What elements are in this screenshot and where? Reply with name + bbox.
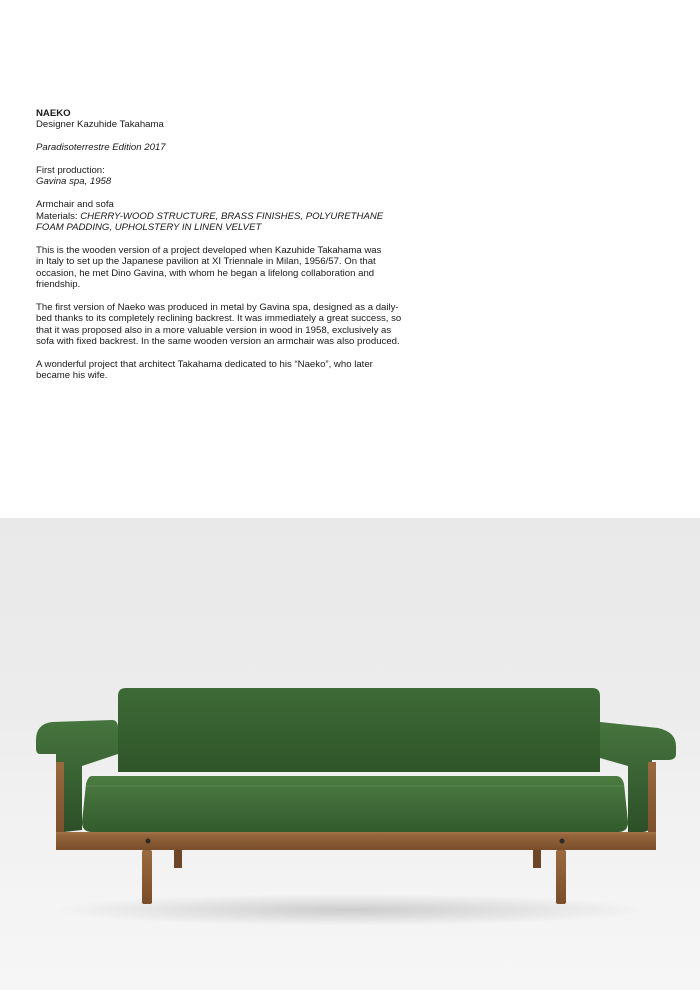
brass-finish-left (146, 839, 151, 844)
paragraph-1-line: friendship. (36, 279, 81, 291)
paragraph-3-line: A wonderful project that architect Takahama dedicated to his “Naeko”, who later (36, 358, 373, 370)
backrest-cushion (118, 688, 600, 772)
sofa-illustration (0, 518, 700, 990)
materials-line-1 (36, 211, 436, 222)
product-description (36, 108, 436, 382)
product-type: Armchair and sofa (36, 199, 114, 211)
back-leg-left (174, 848, 182, 868)
paragraph-1-line: in Italy to set up the Japanese pavilion at XI Triennale in Milan, 1956/57. On that (36, 256, 376, 268)
product-title: NAEKO (36, 108, 71, 119)
designer-line: Designer Kazuhide Takahama (36, 119, 164, 131)
materials-value-1: CHERRY-WOOD STRUCTURE, BRASS FINISHES, POLYURETHANE (80, 210, 384, 222)
front-leg-right (556, 850, 566, 904)
paragraph-2-line: The first version of Naeko was produced in metal by Gavina spa, designed as a daily- (36, 301, 399, 313)
wood-side-right (648, 762, 656, 840)
paragraph-1-line: occasion, he met Dino Gavina, with whom he began a lifelong collaboration and (36, 267, 375, 279)
seat-cushion (82, 776, 628, 832)
paragraph-2-line: that it was proposed also in a more valuable version in wood in 1958, exclusively as (36, 324, 392, 336)
first-production-value: Gavina spa, 1958 (36, 176, 112, 188)
back-leg-right (533, 848, 541, 868)
first-production-label: First production: (36, 165, 105, 176)
paragraph-1-line: This is the wooden version of a project developed when Kazuhide Takahama was (36, 244, 382, 256)
sofa-photo (0, 518, 700, 990)
materials-label: Materials: (36, 210, 81, 222)
brass-finish-right (560, 839, 565, 844)
materials-value-2: FOAM PADDING, UPHOLSTERY IN LINEN VELVET (36, 222, 262, 234)
paragraph-2-line: sofa with fixed backrest. In the same wooden version an armchair was also produced. (36, 336, 400, 348)
paragraph-3-line: became his wife. (36, 370, 108, 382)
front-leg-left (142, 850, 152, 904)
wood-side-left (56, 762, 64, 840)
paragraph-2-line: bed thanks to its completely reclining backrest. It was immediately a great success, so (36, 313, 402, 325)
edition-line: Paradisoterrestre Edition 2017 (36, 142, 166, 154)
